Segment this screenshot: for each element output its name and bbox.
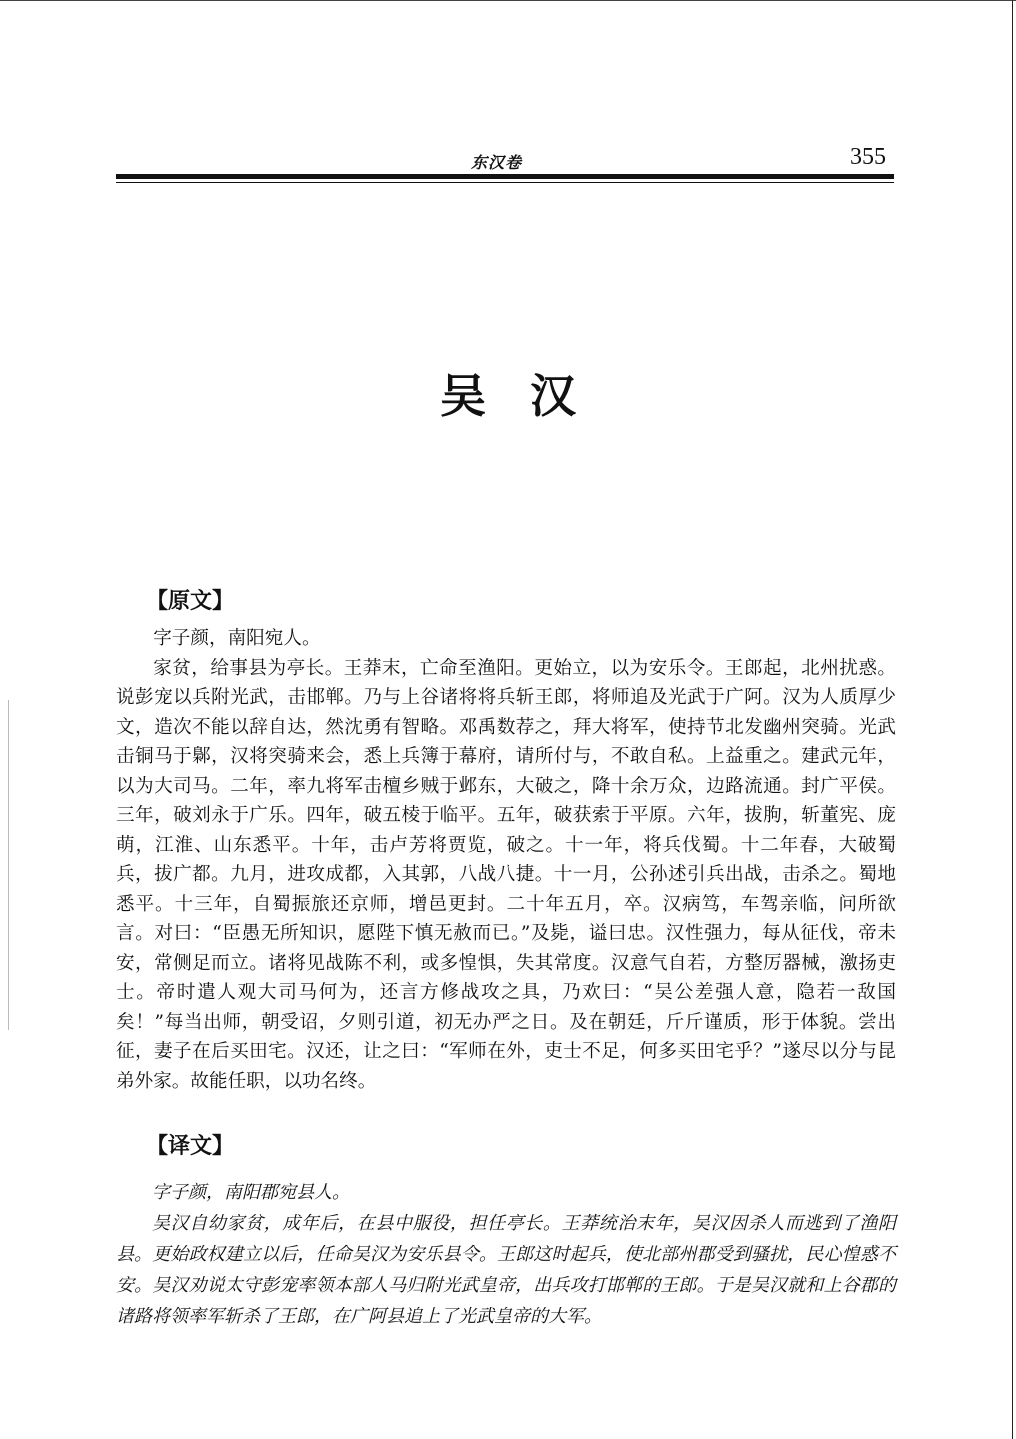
original-text — [116, 624, 896, 1096]
page-header — [116, 144, 894, 190]
section-heading-original: 【原文】 — [146, 588, 235, 614]
translation-paragraph: 吴汉自幼家贫，成年后，在县中服役，担任亭长。王莽统治末年，吴汉因杀人而逃到了渔阳县。更始政权建立以后，任命吴汉为安乐县令。王郎这时起兵，使北部州郡受到骚扰，民心惶惑不安。吴汉劝说太守彭宠率领本部人马归附光武皇帝，出兵攻打邯郸的王郎。于是吴汉就和上谷郡的诸路将领率军斩杀了王郎，在广阿县追上了光武皇帝的大军。 — [116, 1213, 896, 1327]
scan-edge-top — [0, 0, 1016, 1]
original-paragraph: 字子颜，南阳宛人。 — [153, 628, 321, 649]
scan-edge-right — [1012, 0, 1013, 1439]
translation-text — [116, 1177, 896, 1332]
chapter-title: 吴汉 — [440, 369, 620, 423]
running-head: 东汉卷 — [471, 153, 523, 172]
original-paragraph: 家贫，给事县为亭长。王莽末，亡命至渔阳。更始立，以为安乐令。王郎起，北州扰惑。说彭宠以兵附光武，击邯郸。乃与上谷诸将将兵斩王郎，将师追及光武于广阿。汉为人质厚少文，造次不能以辞自达，然沈勇有智略。邓禹数荐之，拜大将军，使持节北发幽州突骑。光武击铜马于鄡，汉将突骑来会，悉上兵簿于幕府，请所付与，不敢自私。上益重之。建武元年，以为大司马。二年，率九将军击檀乡贼于邺东，大破之，降十余万众，边路流通。封广平侯。三年，破刘永于广乐。四年，破五棱于临平。五年，破获索于平原。六年，拔朐，斩董宪、庞萌，江淮、山东悉平。十年，击卢芳将贾览，破之。十一年，将兵伐蜀。十二年春，大破蜀兵，拔广都。九月，进攻成都，入其郭，八战八捷。十一月，公孙述引兵出战，击杀之。蜀地悉平。十三年，自蜀振旅还京师，增邑更封。二十年五月，卒。汉病笃，车驾亲临，问所欲言。对曰：“臣愚无所知识，愿陛下慎无赦而已。”及毙，谥曰忠。汉性强力，每从征伐，帝未安，常侧足而立。诸将见战陈不利，或多惶惧，失其常度。汉意气自若，方整厉器械，激扬吏士。帝时遣人观大司马何为，还言方修战攻之具，乃欢曰：“吴公差强人意，隐若一敌国矣！”每当出师，朝受诏，夕则引道，初无办严之日。及在朝廷，斤斤谨质，形于体貌。尝出征，妻子在后买田宅。汉还，让之曰：“军师在外，吏士不足，何多买田宅乎？”遂尽以分与昆弟外家。故能任职，以功名终。 — [116, 657, 896, 1092]
translation-paragraph: 字子颜，南阳郡宛县人。 — [152, 1182, 350, 1203]
page-number: 355 — [850, 144, 886, 170]
header-rule-thick — [116, 174, 894, 179]
header-rule-thin — [116, 182, 894, 183]
section-heading-translation: 【译文】 — [146, 1133, 235, 1159]
scan-edge-left — [8, 700, 9, 1030]
